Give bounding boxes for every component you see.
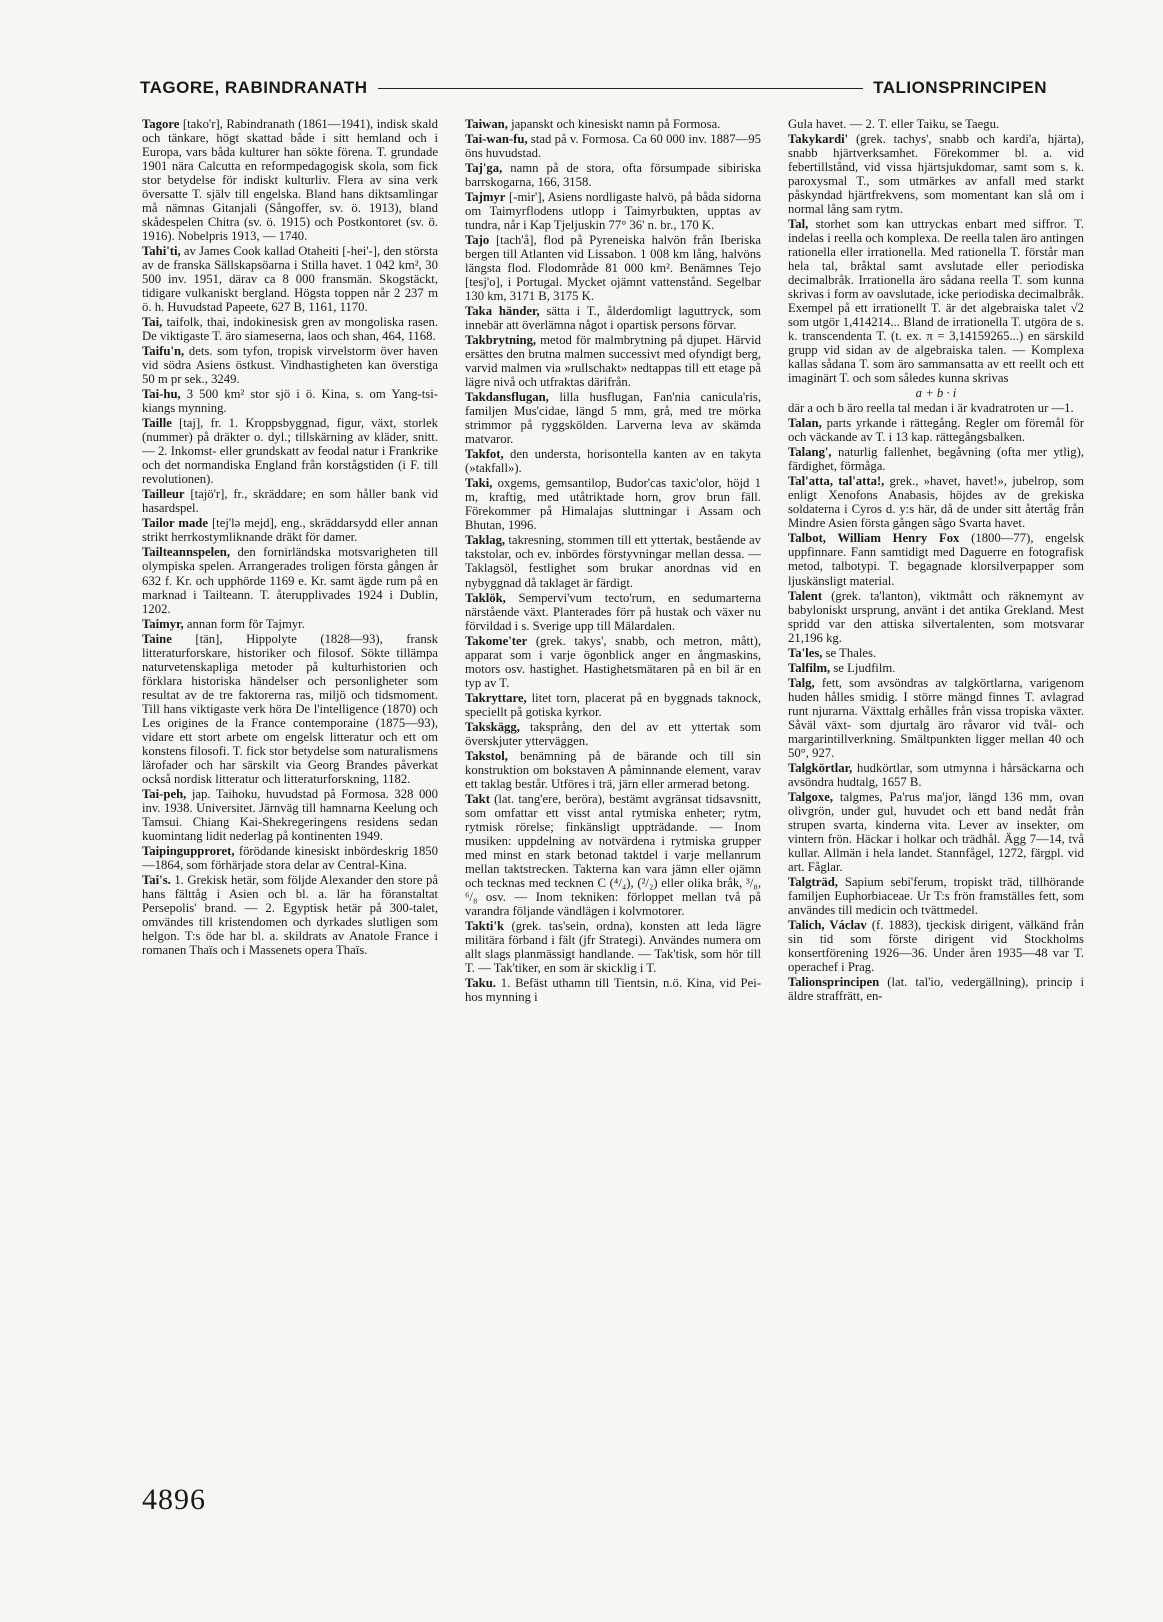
dictionary-entry (465, 591, 761, 633)
entry-headword: Tailleur (142, 487, 185, 502)
entry-text: naturlig fallenhet, begåvning (ofta mer ytlig), färdighet, förmåga. (788, 445, 1084, 474)
dictionary-entry (142, 787, 438, 843)
dictionary-entry (142, 545, 438, 615)
entry-text: den fornirländska motsvarigheten till olympiska spelen. Arrangerades troligen första gången år 632 f. Kr. och upphörde 1169 e. Kr. samt ägde rum på en marknad i Tailteann. T. återupplivades 1924 i Dublin, 1202. (142, 545, 438, 616)
entry-text: (1800—77), engelsk uppfinnare. Fann samtidigt med Daguerre en fotografisk metod, talbotypi. T. begagnade klorsilverpapper som ljuskänsligt material. (788, 531, 1084, 588)
dictionary-entry (788, 676, 1084, 760)
entry-text: takresning, stommen till ett yttertak, bestående av takstolar, och ev. inbördes förstyvningar mellan dessa. — Taklagsöl, festlighet som brukar anordnas vid en nybyggnad då taklaget är färdigt. (465, 533, 761, 590)
entry-headword: Taille (142, 416, 172, 431)
dictionary-entry (465, 190, 761, 232)
entry-text: [tej'lə mejd], eng., skräddarsydd eller annan strikt herrkostymliknande dräkt för damer. (142, 516, 438, 545)
entry-text: hudkörtlar, som utmynna i hårsäckarna och avsöndra hudtalg, 1657 B. (788, 760, 1084, 789)
entry-text: 1. Grekisk hetär, som följde Alexander den store på hans fälttåg i Asien och bl. a. lär ha föranstaltat Persepolis' brand. — 2. Egyptisk hetär på 300-talet, omvändes till kristendomen och dyrkades slutligen som helgon. T:s öde har bl. a. skildrats av Anatole France i romanen Thaïs och i Massenets opera Thaïs. (142, 872, 438, 957)
dictionary-entry (465, 476, 761, 532)
dictionary-entry (788, 386, 1084, 400)
entry-text: dets. som tyfon, tropisk virvelstorm över haven vid södra Asiens östkust. Vindhastigheten kan överstiga 50 m pr sek., 3249. (142, 344, 438, 387)
entry-text: taksprång, den del av ett yttertak som överskjuter ytterväggen. (465, 719, 761, 748)
header-rule (378, 88, 864, 89)
entry-headword: Ta'les, (788, 645, 823, 660)
entry-text: lilla husflugan, Fan'nia canicula'ris, familjen Mus'cidae, längd 5 mm, grå, med tre mörka strimmor på ryggskölden. Larverna leva av skämda matvaror. (465, 390, 761, 447)
entry-text: grek., »havet, havet!», jubelrop, som enligt Xenofons Anabasis, höjdes av de grekiska soldaterna i Cyros d. y:s här, då de under sitt återtåg från Mindre Asien första gången sågo Svarta havet. (788, 474, 1084, 531)
entry-headword: Tai's. (142, 872, 171, 887)
entry-headword: Taka händer, (465, 304, 540, 319)
entry-headword: Takt (465, 791, 490, 806)
entry-text: metod för malmbrytning på djupet. Härvid ersättes den brutna malmen successivt med ofyndigt berg, varvid malmen via »rullschakt» nedtappas till ett etage på lägre nivå och utfraktas därifrån. (465, 333, 761, 390)
entry-text: oxgems, gemsantilop, Budor'cas taxic'olor, höjd 1 m, kraftig, med utåtriktade horn, grov brun fäll. Förekommer på Himalajas sluttningar i Assam och Bhutan, 1996. (465, 476, 761, 533)
header-left-word: TAGORE, RABINDRANATH (140, 78, 368, 97)
entry-text: jap. Taihoku, huvudstad på Formosa. 328 000 inv. 1938. Universitet. Järnväg till hamnarna Keelung och Tamsui. Chiang Kai-Shekregeringens residens sedan kuomintang lidit nederlag på kontinenten 1949. (142, 786, 438, 843)
entry-headword: Takykardi' (788, 132, 849, 147)
dictionary-entry (788, 790, 1084, 874)
entry-text: sätta i T., ålderdomligt laguttryck, som innebär att överlämna något i opartisk persons förvar. (465, 304, 761, 333)
entry-headword: Tajo (465, 233, 490, 248)
entry-headword: Takryttare, (465, 690, 527, 705)
entry-text: (grek. takys', snabb, och metron, mått), apparat som i varje ögonblick anger en ångmaskins, motors osv. hastighet. Hastighetsmätaren på en bil är en typ av T. (465, 633, 761, 690)
dictionary-entry (788, 918, 1084, 974)
dictionary-entry (465, 132, 761, 160)
entry-headword: Taine (142, 631, 172, 646)
entry-headword: Tal, (788, 217, 809, 232)
dictionary-entry (788, 132, 1084, 216)
entry-headword: Talich, Václav (788, 917, 867, 932)
entry-headword: Talent (788, 588, 823, 603)
dictionary-entry (788, 401, 1084, 415)
entry-headword: Takstol, (465, 748, 508, 763)
dictionary-entry (142, 844, 438, 872)
page-number: 4896 (142, 1483, 206, 1516)
entry-text: se Thales. (822, 645, 877, 660)
entry-text: (lat. tang'ere, beröra), bestämt avgränsat tidsavsnitt, som omfattar ett visst antal rytmiska enheter; rytm, rytmisk rörelse; finkänsligt uppträdande. — Inom musiken: uppdelning av notvärdena i rytmiska grupper med minst en stark betonad taktdel i varje mellanrum mellan taktstrecken. Takterna kan vara jämn eller ojämn och tecknas med tecknen C (⁴/₄), (²/₂) eller olika bråk, ³/₈, ⁶/₈ osv. — Inom tekniken: förloppet mellan två på varandra följande vändlägen i kolvmotorer. (465, 791, 761, 918)
entry-headword: Tajmyr (465, 190, 506, 205)
entry-headword: Tai, (142, 315, 163, 330)
dictionary-entry (788, 975, 1084, 1003)
dictionary-entry (788, 661, 1084, 675)
entry-headword: Tai-peh, (142, 786, 187, 801)
entry-text: annan form för Tajmyr. (183, 616, 305, 631)
dictionary-entry (142, 487, 438, 515)
dictionary-entry (788, 217, 1084, 385)
dictionary-entry (788, 416, 1084, 444)
dictionary-entry (465, 233, 761, 303)
dictionary-entry (788, 875, 1084, 917)
entry-headword: Takdansflugan, (465, 390, 549, 405)
entry-headword: Takti'k (465, 918, 505, 933)
dictionary-entry (465, 161, 761, 189)
dictionary-entry (465, 976, 761, 1004)
entry-headword: Taj'ga, (465, 161, 503, 176)
entry-headword: Takbrytning, (465, 333, 537, 348)
entry-text: Sempervi'vum tecto'rum, en sedumarterna närstående växt. Planterades förr på hustak och växer nu förvildad i s. Sverige upp till Mälardalen. (465, 590, 761, 633)
entry-text: japanskt och kinesiskt namn på Formosa. (507, 117, 721, 131)
entry-text: namn på de stora, ofta försumpade sibiriska barrskogarna, 166, 3158. (465, 161, 761, 190)
dictionary-entry (788, 646, 1084, 660)
entry-text: den understa, horisontella kanten av en takyta (»takfall»). (465, 447, 761, 476)
dictionary-entry (465, 533, 761, 589)
entry-headword: Talionsprincipen (788, 974, 880, 989)
entry-headword: Tai-hu, (142, 387, 181, 402)
entry-text: [tach'å], flod på Pyreneiska halvön från Iberiska bergen till Atlanten vid Lissabon. 1 008 km lång, halvöns längsta flod. Flodområde 81 000 km². Benämnes Tejo [tesj'o], i Portugal. Mycket ojämnt vattenstånd. Segelbar 130 km, 3171 B, 3175 K. (465, 233, 761, 304)
entry-headword: Talgkörtlar, (788, 760, 853, 775)
dictionary-entry (142, 344, 438, 386)
dictionary-entry (788, 531, 1084, 587)
entry-headword: Taklag, (465, 533, 506, 548)
column-2 (465, 117, 761, 1005)
entry-headword: Taki, (465, 476, 493, 491)
dictionary-entry (465, 304, 761, 332)
entry-headword: Tagore (142, 117, 180, 131)
entry-text: förödande kinesiskt inbördeskrig 1850—1864, som förhärjade stora delar av Central-Kina. (142, 843, 438, 872)
entry-text: 1. Befäst uthamn till Tientsin, n.ö. Kina, vid Pei-hos mynning i (465, 975, 761, 1004)
entry-headword: Tal'atta, tal'atta!, (788, 474, 885, 489)
dictionary-entry (465, 447, 761, 475)
column-3 (788, 117, 1084, 1004)
dictionary-entry (788, 445, 1084, 473)
entry-headword: Tai-wan-fu, (465, 132, 528, 147)
entry-text: (lat. tal'io, vedergällning), princip i äldre straffrätt, en- (788, 974, 1084, 1003)
entry-headword: Taku. (465, 975, 496, 990)
entry-text: [taj], fr. 1. Kroppsbyggnad, figur, växt, storlek (nummer) på dräkter o. dyl.; tillskärning av kläder, snitt. — 2. Inkomst- eller grundskatt av feodal natur i Frankrike och det normandiska England från korstågstiden (i F. till revolutionen). (142, 416, 438, 487)
entry-headword: Taimyr, (142, 616, 184, 631)
entry-text: stad på v. Formosa. Ca 60 000 inv. 1887—95 öns huvudstad. (465, 132, 761, 161)
dictionary-entry (788, 589, 1084, 645)
dictionary-entry (465, 117, 761, 131)
entry-text: (grek. ta'lanton), viktmått och räknemynt av babyloniskt ursprung, använt i det antika Grekland. Mest spridd var den attiska silvertalenten, som motsvarar 21,196 kg. (788, 588, 1084, 645)
dictionary-entry (465, 333, 761, 389)
dictionary-entry (142, 516, 438, 544)
entry-headword: Taifu'n, (142, 344, 185, 359)
entry-headword: Talg, (788, 675, 815, 690)
entry-text: av James Cook kallad Otaheiti [-hei'-], den största av de franska Sällskapsöarna i Stilla havet. 1 042 km², 30 500 inv. 1951, därav ca 8 000 fransmän. Skogstäckt, tidigare vulkaniskt bergland. Högsta toppen når 2 237 m ö. h. Huvudstad Papeete, 627 B, 1161, 1170. (142, 244, 438, 315)
dictionary-entry (142, 117, 438, 243)
entry-headword: Talang', (788, 445, 832, 460)
entry-text: taifolk, thai, indokinesisk gren av mongoliska rasen. De viktigaste T. äro siameserna, laos och shan, 464, 1168. (142, 315, 438, 344)
entry-text: benämning på de bärande och till sin konstruktion om bokstaven A påminnande element, varav ett taklag består. Utföres i trä, järn eller armerad betong. (465, 748, 761, 791)
entry-headword: Takskägg, (465, 719, 520, 734)
entry-text: [tajö'r], fr., skräddare; en som håller bank vid hasardspel. (142, 487, 438, 516)
entry-text: 3 500 km² stor sjö i ö. Kina, s. om Yang-tsi-kiangs mynning. (142, 387, 438, 416)
entry-headword: Talfilm, (788, 660, 831, 675)
dictionary-entry (465, 919, 761, 975)
entry-headword: Takome'ter (465, 633, 528, 648)
header-right-word: TALIONSPRINCIPEN (873, 78, 1047, 97)
dictionary-entry (465, 634, 761, 690)
dictionary-entry (788, 474, 1084, 530)
entry-text: [tako'r], Rabindranath (1861—1941), indisk skald och tänkare, högt skattad både i sitt hemland och i Europa, vars båda kulturer han sökte förena. T. grundade 1901 nära Calcutta en reformpedagogisk skola, som fick stor betydelse för indiskt kulturliv. Flera av sina verk översatte T. själv till engelska. Bland hans diktsamlingar må nämnas Gitanjali (Sångoffer, sv. ö. 1913), bland skådespelen Chitra (sv. ö. 1915) och Postkontoret (sv. ö. 1916). Nobelpris 1913, — 1740. (142, 117, 438, 244)
entry-text: Gula havet. — 2. T. eller Taiku, se Taegu. (788, 117, 1000, 131)
entry-headword: Talgträd, (788, 874, 838, 889)
entry-headword: Takfot, (465, 447, 504, 462)
dictionary-entry (142, 617, 438, 631)
entry-headword: Talgoxe, (788, 789, 833, 804)
entry-text: fett, som avsöndras av talgkörtlarna, varigenom huden hålles smidig. I större mängd finnes T. avlagrad runt njurarna. Växttalg erhålles från vissa tropiska växter. Såväl växt- som djurtalg äro råvaror vid tvål- och margarintillverkning. Smältpunkten ligger mellan 40 och 50°, 927. (788, 675, 1084, 760)
entry-headword: Taklök, (465, 590, 506, 605)
entry-headword: Tailteannspelen, (142, 545, 231, 560)
entry-headword: Tahi'ti, (142, 244, 181, 259)
dictionary-entry (465, 720, 761, 748)
entry-text: litet torn, placerat på en byggnads taknock, speciellt på gotiska kyrkor. (465, 690, 761, 719)
entry-text: där a och b äro reella tal medan i är kvadratroten ur —1. (788, 401, 1074, 416)
entry-text: [tän], Hippolyte (1828—93), fransk litteraturforskare, historiker och filosof. Sökte tillämpa naturvetenskapliga metoder på kulturhistorien och förklara historiska händelser och personligheter som resultat av de tre faktorerna ras, miljö och tidsmoment. Till hans viktigaste verk höra De l'intelligence (1870) och Les origines de la France contemporaine (1875—93), vidare ett stort arbete om engelsk litteratur och ett om konstens filosofi. T. fick stor betydelse som naturalismens lärofader och har särskilt via Georg Brandes påverkat också nordisk litteratur och litteraturforskning, 1182. (142, 631, 438, 786)
entry-text: talgmes, Pa'rus ma'jor, längd 136 mm, ovan olivgrön, under gul, huvudet och ett band nedåt från strupen svarta, kinderna vita. Lever av insekter, om vintern frön. Häckar i holkar och trädhål. Ägg 7—14, två kullar. Allmän i hela landet. Stannfågel, 1272, färgpl. vid art. Fåglar. (788, 789, 1084, 874)
dictionary-entry (142, 315, 438, 343)
entry-text: Sapium sebi'ferum, tropiskt träd, tillhörande familjen Euphorbiaceae. Ur T:s frön framställes fett, som användes till medicin och tvättmedel. (788, 874, 1084, 917)
entry-text: parts yrkande i rättegång. Regler om föremål för och väckande av T. i 13 kap. rättegångsbalken. (788, 416, 1084, 445)
dictionary-entry (142, 244, 438, 314)
dictionary-entry (465, 390, 761, 446)
entry-headword: Taipingupproret, (142, 843, 235, 858)
dictionary-entry (788, 117, 1084, 131)
entry-headword: Tailor made (142, 516, 208, 531)
dictionary-entry (142, 387, 438, 415)
entry-headword: Taiwan, (465, 117, 508, 131)
dictionary-entry (465, 749, 761, 791)
entry-text: (f. 1883), tjeckisk dirigent, välkänd från sin tid som förste dirigent vid Stockholms konsertförening 1926—36. Under åren 1935—48 var T. operachef i Prag. (788, 917, 1084, 974)
entry-text: (grek. tachys', snabb och kardi'a, hjärta), snabb hjärtverksamhet. Förekommer bl. a. vid febertillstånd, vid vissa hjärtsjukdomar, samt som s. k. paroxysmal T., som utmärkes av anfall med starkt påskyndad hjärtfrekvens, som momentant kan slå om i normal lång sam rytm. (788, 132, 1084, 217)
dictionary-entry (142, 632, 438, 786)
entry-headword: Talan, (788, 416, 822, 431)
dictionary-entry (465, 691, 761, 719)
entry-headword: Talbot, William Henry Fox (788, 531, 960, 546)
running-header (140, 76, 1047, 100)
dictionary-entry (788, 761, 1084, 789)
entry-text: storhet som kan uttryckas enbart med siffror. T. indelas i reella och komplexa. De reella talen äro antingen rationella eller irrationella. Med rationella T. förstår man hela tal, bråktal samt avslutade eller periodiska decimalbråk. Irrationella äro sådana reella T. som kunna skrivas i form av oavslutade, icke periodiska decimalbråk. Exempel på ett irrationellt T. är det algebraiska talet √2 som utgör 1,414214... Bland de irrationella T. utgöra de s. k. transcendenta T. (t. ex. π = 3,14159265...) en särskild grupp vid sidan av de algebraiska talen. — Komplexa kallas sådana T. som äro sammansatta av ett reellt och ett imaginärt T. och som således kunna skrivas (788, 217, 1084, 386)
dictionary-entry (142, 873, 438, 957)
entry-text: [-mir'], Asiens nordligaste halvö, på båda sidorna om Taimyrflodens utlopp i Taimyrbukten, upptas av tundra, når i Kap Tjeljuskin 77° 36' n. br., 170 K. (465, 190, 761, 233)
formula: a + b · i (915, 386, 957, 401)
entry-text: se Ljudfilm. (830, 660, 896, 675)
entry-text: (grek. tas'sein, ordna), konsten att leda lägre militära förband i fält (jfr Strategi). Användes numera om allt slags planmässigt handlande. — Tak'tisk, som hör till T. — Tak'tiker, en som är skicklig i T. (465, 918, 761, 975)
dictionary-entry (465, 792, 761, 918)
column-1 (142, 117, 438, 958)
dictionary-entry (142, 416, 438, 486)
